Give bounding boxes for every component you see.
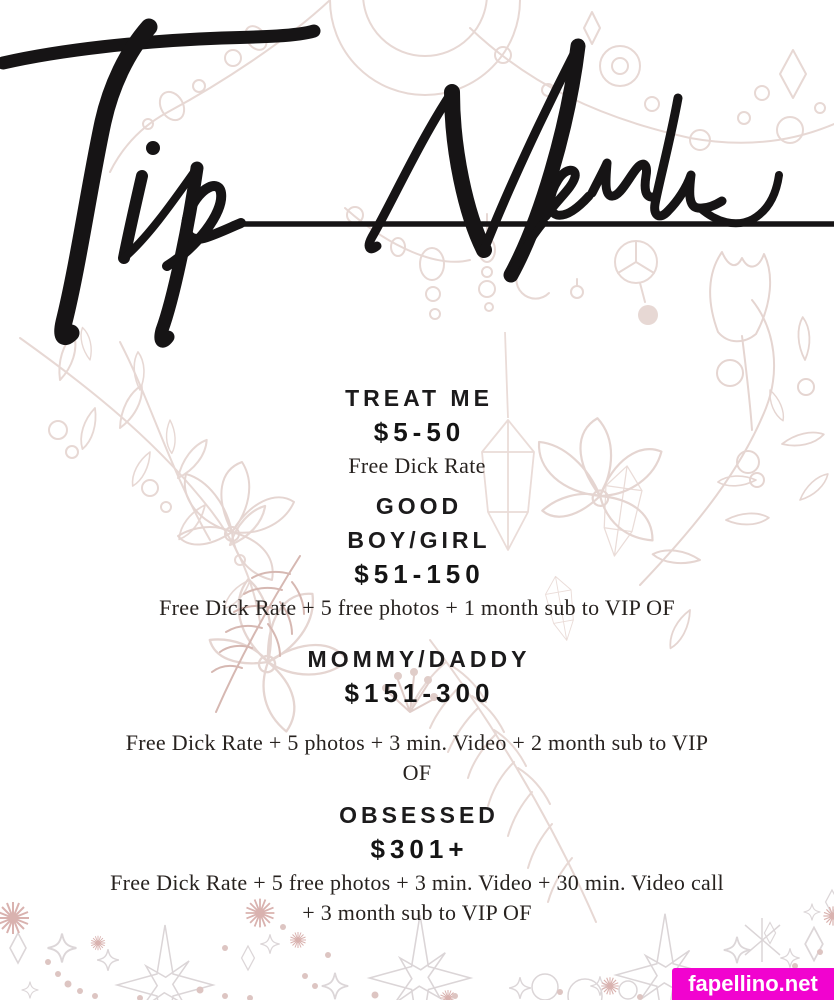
tier-name: BOY/GIRL: [347, 527, 491, 553]
tier-name: GOOD: [375, 493, 463, 519]
tier-price: $51-150: [354, 559, 485, 589]
tier-price: $5-50: [373, 417, 466, 447]
tier-price: $151-300: [344, 678, 495, 708]
tier-name: TREAT ME: [345, 385, 493, 411]
tier-obsessed: [0, 798, 834, 928]
tier-details-line: Free Dick Rate + 5 free photos + 3 min. Video + 30 min. Video call: [110, 870, 724, 895]
tier-mommy-daddy: [0, 642, 834, 788]
tier-good-boy-girl: [0, 489, 834, 623]
tier-name: MOMMY/DADDY: [307, 646, 531, 672]
tier-name: OBSESSED: [339, 802, 499, 828]
tier-price: $301+: [370, 834, 469, 864]
tier-details-line: OF: [402, 760, 432, 785]
watermark-badge: fapellino.net: [672, 968, 834, 1000]
tier-treat-me: [0, 381, 834, 481]
tier-details-line: Free Dick Rate + 5 free photos + 1 month sub to VIP OF: [159, 595, 675, 620]
tier-details-line: Free Dick Rate: [348, 453, 486, 478]
tier-details-line: Free Dick Rate + 5 photos + 3 min. Video + 2 month sub to VIP: [125, 730, 709, 755]
tier-details-line: + 3 month sub to VIP OF: [302, 900, 532, 925]
